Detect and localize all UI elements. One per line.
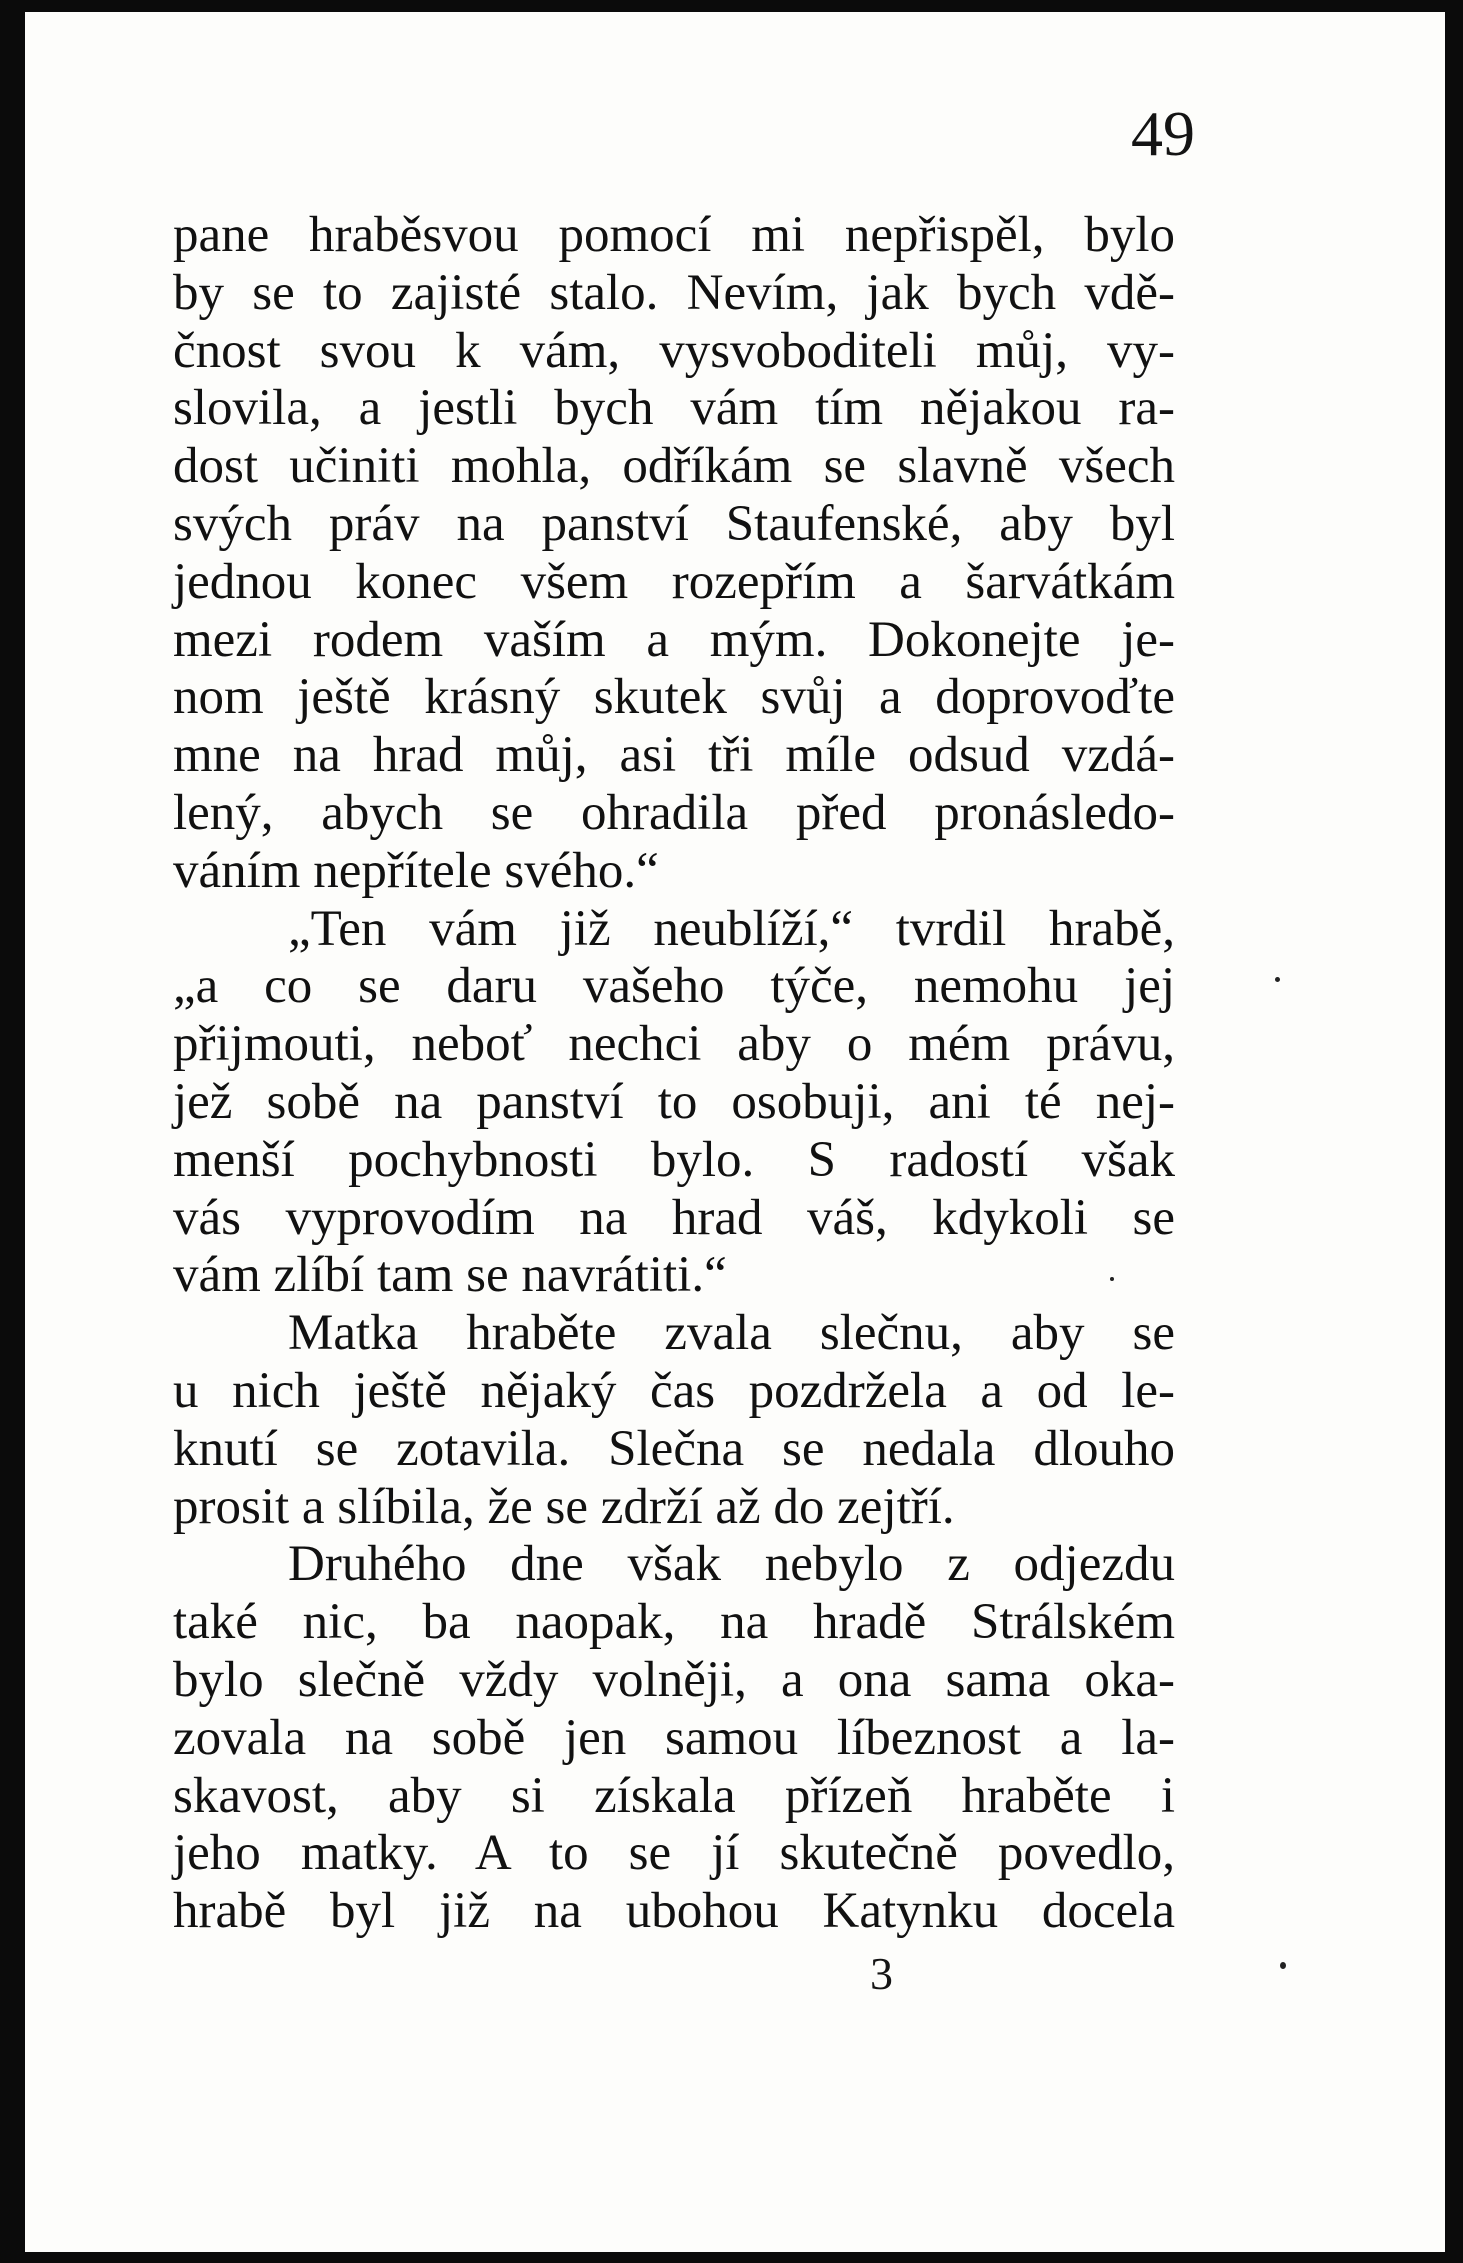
text-line: jeho matky. A to se jí skutečně povedlo, [173,1825,1175,1882]
text-line: svých práv na panství Staufenské, aby byl [173,495,1175,552]
text-line: bylo slečně vždy volněji, a ona sama oka- [173,1651,1175,1708]
text-line: slovila, a jestli bych vám tím nějakou ra- [173,380,1175,437]
text-line: mezi rodem vaším a mým. Dokonejte je- [173,611,1175,668]
text-line: by se to zajisté stalo. Nevím, jak bych vdě- [173,264,1175,321]
scan-speck [1275,977,1280,982]
text-line: hrabě byl již na ubohou Katynku docela [173,1883,1175,1940]
book-page [25,12,1445,2252]
text-line: také nic, ba naopak, na hradě Strálském [173,1594,1175,1651]
text-line: jednou konec všem rozepřím a šarvátkám [173,553,1175,610]
signature-mark: 3 [870,1948,893,1999]
text-line: menší pochybnosti bylo. S radostí však [173,1131,1175,1188]
text-line: prosit a slíbila, že se zdrží až do zejtří. [173,1478,955,1535]
text-line: mne na hrad můj, asi tři míle odsud vzdá- [173,727,1175,784]
text-line: zovala na sobě jen samou líbeznost a la- [173,1709,1175,1766]
text-line: knutí se zotavila. Slečna se nedala dlouho [173,1420,1175,1477]
text-line: u nich ještě nějaký čas pozdržela a od le- [173,1362,1175,1419]
text-line: čnost svou k vám, vysvoboditeli můj, vy- [173,322,1175,379]
text-line: „Ten vám již neublíží,“ tvrdil hrabě, [288,900,1175,957]
paragraph [173,1536,1175,1941]
paragraph [173,1305,1175,1536]
text-line: Matka hraběte zvala slečnu, aby se [288,1305,1175,1362]
paragraph [173,901,1175,1306]
text-line: váním nepřítele svého.“ [173,842,659,899]
scan-speck [1110,1277,1114,1281]
scan-speck [1280,1962,1286,1969]
text-line: přijmouti, neboť nechci aby o mém právu, [173,1016,1175,1073]
text-line: vám zlíbí tam se navrátiti.“ [173,1247,727,1304]
text-line: vás vyprovodím na hrad váš, kdykoli se [173,1189,1175,1246]
body-text [173,207,1175,1941]
text-line: pane hraběsvou pomocí mi nepřispěl, bylo [173,207,1175,263]
text-line: nom ještě krásný skutek svůj a doprovoďte [173,669,1175,726]
text-line: „a co se daru vašeho týče, nemohu jej [173,958,1175,1015]
page-number: 49 [1131,98,1195,169]
text-line: jež sobě na panství to osobuji, ani té nej- [173,1073,1175,1130]
paragraph [173,207,1175,901]
text-line: lený, abych se ohradila před pronásledo- [173,784,1175,841]
text-line: dost učiniti mohla, odříkám se slavně všech [173,438,1175,495]
text-line: skavost, aby si získala přízeň hraběte i [173,1767,1175,1824]
scan-left-edge [0,0,25,2263]
text-line: Druhého dne však nebylo z odjezdu [288,1536,1175,1593]
